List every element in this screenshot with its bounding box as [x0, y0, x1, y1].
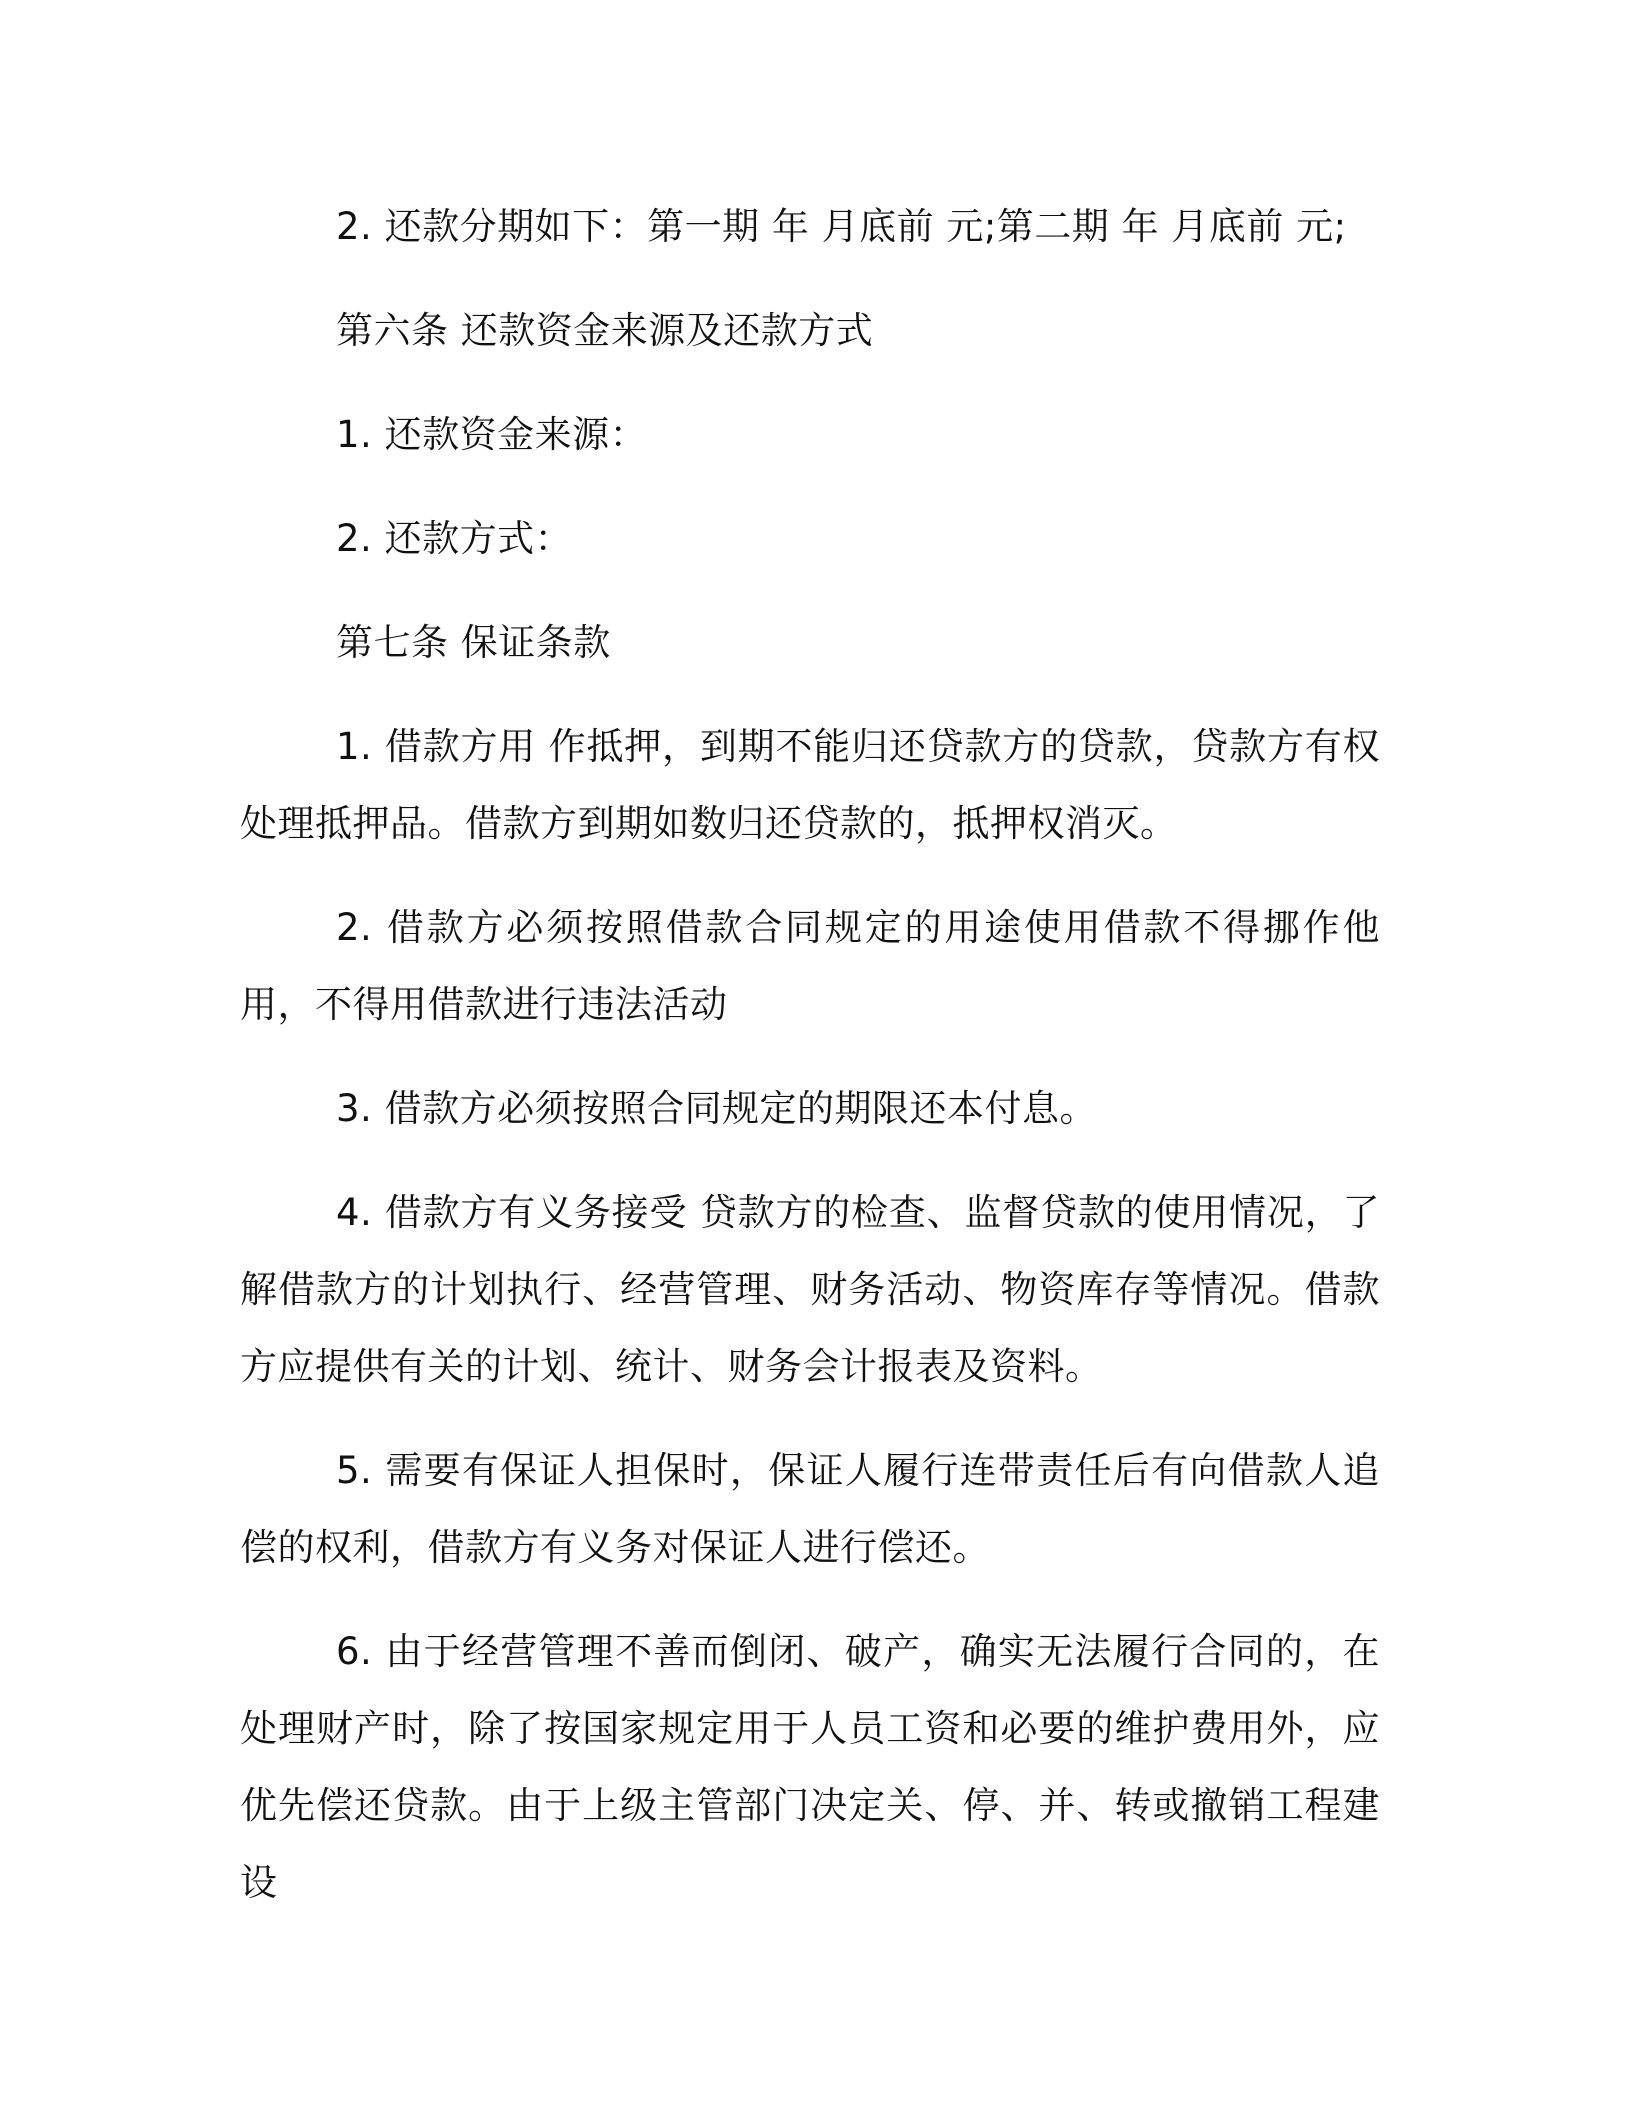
- paragraph-guarantee-4: 4. 借款方有义务接受 贷款方的检查、监督贷款的使用情况，了解借款方的计划执行、经营管理、财务活动、物资库存等情况。借款方应提供有关的计划、统计、财务会计报表及资料。: [240, 1191, 1380, 1388]
- heading-article-6: 第六条 还款资金来源及还款方式: [336, 309, 874, 352]
- paragraph-guarantee-6: 6. 由于经营管理不善而倒闭、破产，确实无法履行合同的，在处理财产时，除了按国家规定用于人员工资和必要的维护费用外，应优先偿还贷款。由于上级主管部门决定关、停、并、转或撤销工程建设: [240, 1630, 1380, 1904]
- paragraph-guarantee-1: 1. 借款方用 作抵押，到期不能归还贷款方的贷款，贷款方有权处理抵押品。借款方到期如数归还贷款的，抵押权消灭。: [240, 725, 1380, 845]
- paragraph-guarantee-5: 5. 需要有保证人担保时，保证人履行连带责任后有向借款人追偿的权利，借款方有义务对保证人进行偿还。: [240, 1449, 1380, 1569]
- paragraph-guarantee-2: 2. 借款方必须按照借款合同规定的用途使用借款不得挪作他用，不得用借款进行违法活动: [240, 906, 1380, 1026]
- document-body: [240, 188, 1380, 1948]
- paragraph-repayment-method: 2. 还款方式：: [336, 517, 573, 560]
- paragraph-guarantee-3: 3. 借款方必须按照合同规定的期限还本付息。: [336, 1087, 1098, 1130]
- paragraph-repayment-source: 1. 还款资金来源：: [336, 413, 648, 456]
- paragraph-installments: 2. 还款分期如下：第一期 年 月底前 元;第二期 年 月底前 元;: [336, 205, 1347, 248]
- heading-article-7: 第七条 保证条款: [336, 621, 611, 664]
